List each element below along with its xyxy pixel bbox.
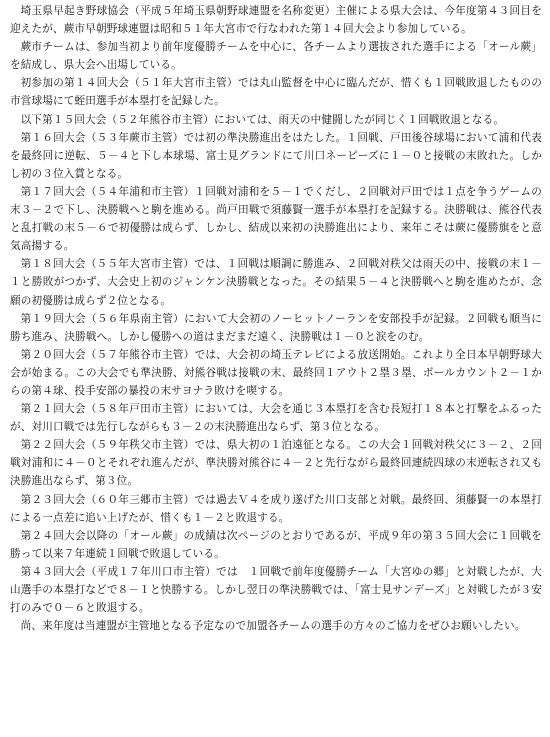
paragraph-24th-onward: 第２４回大会以降の「オール蕨」の成績は次ページのとおりであるが、平成９年の第３５回大会に１回戦を勝って以来７年連続１回戦で敗退している。 xyxy=(10,529,542,560)
paragraph-21st: 第２１回大会（５８年戸田市主管）においては、大会を通じ３本塁打を含む長短打１８本と打撃をふるったが、対川口戦では先行しながらも３－２の末決勝進出ならず、第３位となる。 xyxy=(10,403,542,434)
paragraph-22nd: 第２２回大会（５９年秩父市主管）では、県大初の１泊遠征となる。この大会１回戦対秩父に３－２、２回戦対浦和に４－０とそれぞれ進んだが、準決勝対熊谷に４－２と先行ながら最終回連続四球の末逆転され又も決勝進出ならず、第３位。 xyxy=(10,439,542,488)
paragraph-20th: 第２０回大会（５７年熊谷市主管）では、大会初の埼玉テレビによる放送開始。これより全日本早朝野球大会が始まる。この大会でも準決勝、対熊谷戦は接戦の末、最終回１アウト２塁３塁、ボールカウント２－１からの第４球、投手安部の暴投の末サヨナラ敗けを喫する。 xyxy=(10,348,542,397)
paragraph-closing: 尚、来年度は当連盟が主管地となる予定なので加盟各チームの選手の方々のご協力をぜひお願いしたい。 xyxy=(20,620,526,633)
paragraph-19th: 第１９回大会（５６年県南主管）において大会初のノーヒットノーランを安部投手が記録。２回戦も順当に勝ち進み、決勝戦へ。しかし優勝への道はまだまだ遠く、決勝戦は１－０と涙をのむ。 xyxy=(10,312,542,343)
paragraph-16th: 第１６回大会（５３年蕨市主管）では初の準決勝進出をはたした。１回戦、戸田後谷球場において浦和代表を最終回に逆転、５－４と下し本球場、富士見グランドにて川口ネーピーズに１－０と接戦の末敗れた。しかし初の３位入賞となる。 xyxy=(10,131,542,180)
paragraph-43rd: 第４３回大会（平成１７年川口市主管）では １回戦で前年度優勝チーム「大宮ゆの郷」と対戦したが、大山選手の本塁打などで８－１と快勝する。しかし翌日の準決勝戦では、「富士見サンデーズ」と対戦したが３安打のみで０－６と敗退する。 xyxy=(10,565,542,615)
paragraph-15th: 以下第１５回大会（５２年熊谷市主管）においては、雨天の中健闘したが同じく１回戦敗退となる。 xyxy=(20,113,505,126)
paragraph-18th: 第１８回大会（５５年大宮市主管）では、１回戦は順調に勝進み、２回戦対秩父は雨天の中、接戦の末１－１と勝敗がつかず、大会史上初のジャンケン決勝戦となった。その結果５－４と決勝戦へと駒を進めたが、念願の初優勝は成らず２位となる。 xyxy=(10,258,542,307)
paragraph-14th: 初参加の第１４回大会（５１年大宮市主管）では丸山監督を中心に臨んだが、惜くも１回戦敗退したものの市営球場にて蛭田選手が本塁打を記録した。 xyxy=(10,77,542,108)
paragraph-17th: 第１７回大会（５４年浦和市主管）１回戦対浦和を５－１でくだし、２回戦対戸田では１点を争うゲームの末３－２で下し、決勝戦へと駒を進める。尚戸田戦で須藤賢一選手が本塁打を記録する。決勝戦は、熊谷代表と乱打戦の末５－６で初優勝は成らず、しかし、結成以来初の決勝進出により、来年こそは蕨に優勝旗をと意気高揚する。 xyxy=(10,185,542,253)
paragraph-23rd: 第２３回大会（６０年三郷市主管）では過去Ｖ４を成り遂げた川口支部と対戦。最終回、須藤賢一の本塁打による一点差に追い上げたが、惜くも１－２と敗退する。 xyxy=(10,493,542,524)
paragraph-intro: 埼玉県早起き野球協会（平成５年埼玉県朝野球連盟を名称変更）主催による県大会は、今年度第４３回目を迎えたが、蕨市早朝野球連盟は昭和５１年大宮市で行なわれた第１４回大会より参加している。 xyxy=(10,5,542,36)
paragraph-all-warabi: 蕨市チームは、参加当初より前年度優勝チームを中心に、各チームより選抜された選手による「オール蕨」を結成し、県大会へ出場している。 xyxy=(10,41,542,72)
